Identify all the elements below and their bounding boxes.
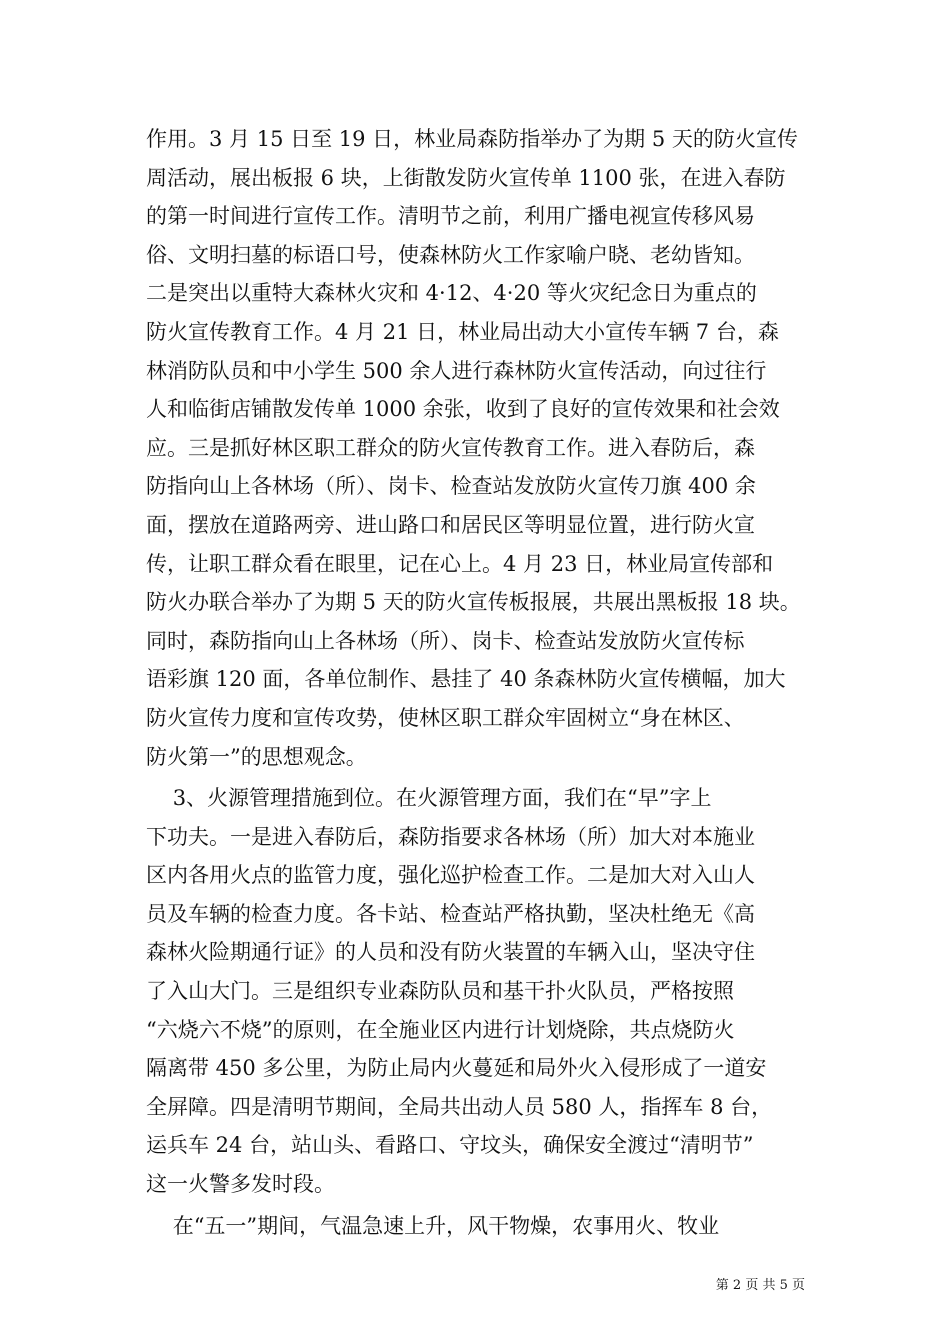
text-line: 作用。3 月 15 日至 19 日，林业局森防指举办了为期 5 天的防火宣传 [146,127,798,151]
text-line: 周活动，展出板报 6 块，上街散发防火宣传单 1100 张，在进入春防 [146,165,786,190]
text-line: 人和临街店铺散发传单 1000 余张，收到了良好的宣传效果和社会效 [146,397,780,422]
text-line: 防火办联合举办了为期 5 天的防火宣传板报展，共展出黑板报 18 块。 [146,590,801,615]
text-line: “六烧六不烧”的原则，在全施业区内进行计划烧除，共点烧防火 [146,1017,735,1042]
text-line: 隔离带 450 多公里，为防止局内火蔓延和局外火入侵形成了一道安 [146,1056,767,1081]
text-line: 应。三是抓好林区职工群众的防火宣传教育工作。进入春防后，森 [146,435,755,460]
text-line: 俗、文明扫墓的标语口号，使森林防火工作家喻户晓、老幼皆知。 [146,242,755,267]
text-line: 运兵车 24 台，站山头、看路口、守坟头，确保安全渡过“清明节” [146,1133,754,1158]
text-line: 语彩旗 120 面，各单位制作、悬挂了 40 条森林防火宣传横幅，加大 [146,667,786,692]
text-line: 员及车辆的检查力度。各卡站、检查站严格执勤，坚决杜绝无《高 [146,901,755,926]
text-line: 同时，森防指向山上各林场（所）、岗卡、检查站发放防火宣传标 [146,628,745,653]
text-line: 森林火险期通行证》的人员和没有防火装置的车辆入山，坚决守住 [146,940,755,965]
paragraph-start-line: 在“五一”期间，气温急速上升，风干物燥，农事用火、牧业 [146,1213,720,1238]
text-line: 面，摆放在道路两旁、进山路口和居民区等明显位置，进行防火宣 [146,512,755,537]
page-number: 第 2 页 共 5 页 [715,1278,805,1293]
document-body [146,120,806,1245]
paragraph-start-line: 3、火源管理措施到位。在火源管理方面，我们在“早”字上 [146,786,712,811]
text-line: 防火宣传力度和宣传攻势，使林区职工群众牢固树立“身在林区、 [146,705,745,730]
text-line: 这一火警多发时段。 [146,1172,335,1197]
text-line: 林消防队员和中小学生 500 余人进行森林防火宣传活动，向过往行 [146,358,767,383]
text-line: 区内各用火点的监管力度，强化巡护检查工作。二是加大对入山人 [146,863,755,888]
text-line: 传，让职工群众看在眼里，记在心上。4 月 23 日，林业局宣传部和 [146,551,774,576]
text-line: 的第一时间进行宣传工作。清明节之前，利用广播电视宣传移风易 [146,204,755,229]
text-line: 了入山大门。三是组织专业森防队员和基干扑火队员，严格按照 [146,979,734,1004]
text-line: 防火第一”的思想观念。 [146,744,367,769]
text-line: 防指向山上各林场（所）、岗卡、检查站发放防火宣传刀旗 400 余 [146,474,756,499]
text-line: 防火宣传教育工作。4 月 21 日，林业局出动大小宣传车辆 7 台，森 [146,319,779,344]
text-line: 全屏障。四是清明节期间，全局共出动人员 580 人，指挥车 8 台， [146,1094,773,1119]
text-line: 二是突出以重特大森林火灾和 4·12、4·20 等火灾纪念日为重点的 [146,281,757,306]
text-line: 下功夫。一是进入春防后，森防指要求各林场（所）加大对本施业 [146,824,755,849]
